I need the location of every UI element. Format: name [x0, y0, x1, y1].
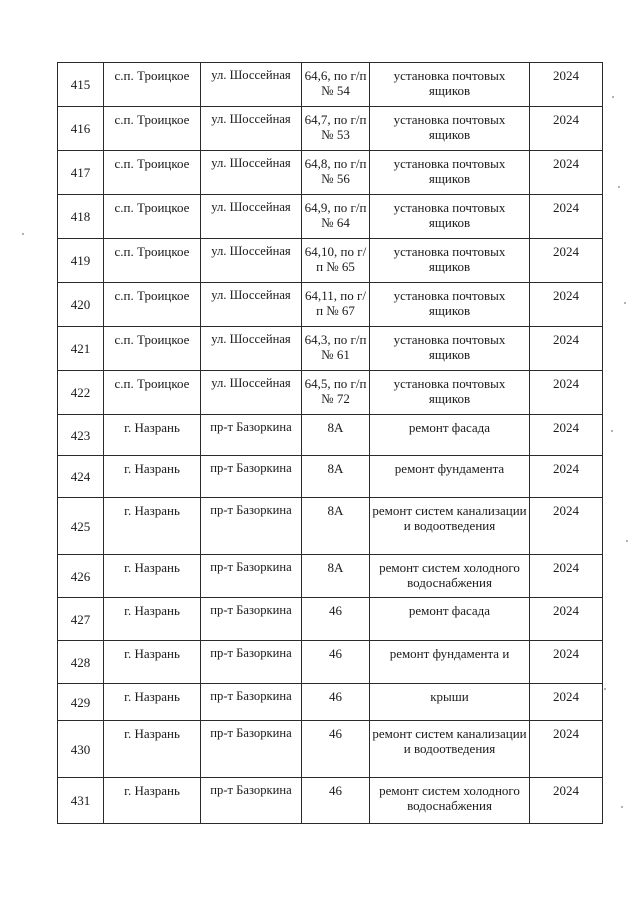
house-number-cell: 46 — [302, 721, 370, 778]
year-cell: 2024 — [530, 555, 603, 598]
repair-registry-table — [57, 62, 603, 824]
settlement-cell: г. Назрань — [104, 598, 201, 641]
street-cell: ул. Шоссейная — [201, 195, 302, 239]
house-number-cell: 8А — [302, 456, 370, 498]
year-cell: 2024 — [530, 371, 603, 415]
settlement-cell: г. Назрань — [104, 684, 201, 721]
work-type-cell: установка почтовых ящиков — [370, 195, 530, 239]
settlement-cell: с.п. Троицкое — [104, 327, 201, 371]
year-cell: 2024 — [530, 283, 603, 327]
work-type-cell: ремонт систем канализации и водоотведения — [370, 721, 530, 778]
row-number-cell: 428 — [58, 641, 104, 684]
row-number-cell: 419 — [58, 239, 104, 283]
settlement-cell: с.п. Троицкое — [104, 239, 201, 283]
settlement-cell: г. Назрань — [104, 641, 201, 684]
year-cell: 2024 — [530, 327, 603, 371]
table-row — [58, 371, 603, 415]
settlement-cell: г. Назрань — [104, 778, 201, 824]
street-cell: пр-т Базоркина — [201, 555, 302, 598]
house-number-cell: 64,6, по г/п № 54 — [302, 63, 370, 107]
year-cell: 2024 — [530, 63, 603, 107]
table-row — [58, 778, 603, 824]
work-type-cell: ремонт фасада — [370, 415, 530, 456]
street-cell: пр-т Базоркина — [201, 778, 302, 824]
scan-speck — [22, 233, 24, 235]
table-row — [58, 239, 603, 283]
table-row — [58, 641, 603, 684]
street-cell: ул. Шоссейная — [201, 283, 302, 327]
settlement-cell: с.п. Троицкое — [104, 283, 201, 327]
table-row — [58, 684, 603, 721]
row-number-cell: 424 — [58, 456, 104, 498]
table-row — [58, 151, 603, 195]
year-cell: 2024 — [530, 151, 603, 195]
table-row — [58, 195, 603, 239]
street-cell: ул. Шоссейная — [201, 327, 302, 371]
house-number-cell: 8А — [302, 498, 370, 555]
house-number-cell: 46 — [302, 598, 370, 641]
row-number-cell: 425 — [58, 498, 104, 555]
year-cell: 2024 — [530, 684, 603, 721]
settlement-cell: г. Назрань — [104, 555, 201, 598]
table-row — [58, 415, 603, 456]
row-number-cell: 415 — [58, 63, 104, 107]
street-cell: пр-т Базоркина — [201, 721, 302, 778]
house-number-cell: 64,5, по г/п № 72 — [302, 371, 370, 415]
house-number-cell: 64,10, по г/п № 65 — [302, 239, 370, 283]
year-cell: 2024 — [530, 239, 603, 283]
settlement-cell: г. Назрань — [104, 721, 201, 778]
settlement-cell: г. Назрань — [104, 456, 201, 498]
work-type-cell: установка почтовых ящиков — [370, 151, 530, 195]
settlement-cell: г. Назрань — [104, 498, 201, 555]
scan-speck — [611, 430, 613, 432]
table-row — [58, 456, 603, 498]
settlement-cell: г. Назрань — [104, 415, 201, 456]
street-cell: пр-т Базоркина — [201, 598, 302, 641]
house-number-cell: 64,8, по г/п № 56 — [302, 151, 370, 195]
house-number-cell: 8А — [302, 415, 370, 456]
work-type-cell: установка почтовых ящиков — [370, 239, 530, 283]
row-number-cell: 418 — [58, 195, 104, 239]
table-row — [58, 598, 603, 641]
year-cell: 2024 — [530, 456, 603, 498]
work-type-cell: ремонт систем холодного водоснабжения — [370, 778, 530, 824]
street-cell: пр-т Базоркина — [201, 641, 302, 684]
work-type-cell: ремонт фундамента — [370, 456, 530, 498]
scan-speck — [624, 302, 626, 304]
table-row — [58, 498, 603, 555]
street-cell: пр-т Базоркина — [201, 415, 302, 456]
work-type-cell: установка почтовых ящиков — [370, 371, 530, 415]
registry-table-body — [58, 63, 603, 824]
street-cell: ул. Шоссейная — [201, 107, 302, 151]
work-type-cell: ремонт систем холодного водоснабжения — [370, 555, 530, 598]
settlement-cell: с.п. Троицкое — [104, 371, 201, 415]
table-row — [58, 721, 603, 778]
street-cell: пр-т Базоркина — [201, 456, 302, 498]
settlement-cell: с.п. Троицкое — [104, 151, 201, 195]
table-row — [58, 107, 603, 151]
row-number-cell: 427 — [58, 598, 104, 641]
house-number-cell: 64,7, по г/п № 53 — [302, 107, 370, 151]
row-number-cell: 426 — [58, 555, 104, 598]
row-number-cell: 420 — [58, 283, 104, 327]
row-number-cell: 431 — [58, 778, 104, 824]
scan-speck — [612, 96, 614, 98]
year-cell: 2024 — [530, 498, 603, 555]
year-cell: 2024 — [530, 641, 603, 684]
year-cell: 2024 — [530, 778, 603, 824]
work-type-cell: установка почтовых ящиков — [370, 63, 530, 107]
table-row — [58, 63, 603, 107]
table-row — [58, 283, 603, 327]
street-cell: пр-т Базоркина — [201, 498, 302, 555]
year-cell: 2024 — [530, 721, 603, 778]
year-cell: 2024 — [530, 598, 603, 641]
street-cell: ул. Шоссейная — [201, 63, 302, 107]
work-type-cell: крыши — [370, 684, 530, 721]
settlement-cell: с.п. Троицкое — [104, 195, 201, 239]
street-cell: ул. Шоссейная — [201, 239, 302, 283]
settlement-cell: с.п. Троицкое — [104, 63, 201, 107]
house-number-cell: 46 — [302, 641, 370, 684]
scan-speck — [604, 688, 606, 690]
scan-speck — [626, 540, 628, 542]
work-type-cell: установка почтовых ящиков — [370, 327, 530, 371]
year-cell: 2024 — [530, 107, 603, 151]
house-number-cell: 64,9, по г/п № 64 — [302, 195, 370, 239]
street-cell: ул. Шоссейная — [201, 151, 302, 195]
scan-speck — [618, 186, 620, 188]
scan-speck — [621, 806, 623, 808]
year-cell: 2024 — [530, 195, 603, 239]
work-type-cell: ремонт фасада — [370, 598, 530, 641]
row-number-cell: 422 — [58, 371, 104, 415]
house-number-cell: 8А — [302, 555, 370, 598]
house-number-cell: 46 — [302, 684, 370, 721]
row-number-cell: 416 — [58, 107, 104, 151]
row-number-cell: 421 — [58, 327, 104, 371]
street-cell: пр-т Базоркина — [201, 684, 302, 721]
row-number-cell: 429 — [58, 684, 104, 721]
settlement-cell: с.п. Троицкое — [104, 107, 201, 151]
table-row — [58, 555, 603, 598]
work-type-cell: ремонт систем канализации и водоотведения — [370, 498, 530, 555]
work-type-cell: ремонт фундамента и — [370, 641, 530, 684]
row-number-cell: 423 — [58, 415, 104, 456]
table-row — [58, 327, 603, 371]
house-number-cell: 46 — [302, 778, 370, 824]
year-cell: 2024 — [530, 415, 603, 456]
street-cell: ул. Шоссейная — [201, 371, 302, 415]
house-number-cell: 64,3, по г/п № 61 — [302, 327, 370, 371]
row-number-cell: 417 — [58, 151, 104, 195]
row-number-cell: 430 — [58, 721, 104, 778]
house-number-cell: 64,11, по г/п № 67 — [302, 283, 370, 327]
work-type-cell: установка почтовых ящиков — [370, 107, 530, 151]
work-type-cell: установка почтовых ящиков — [370, 283, 530, 327]
